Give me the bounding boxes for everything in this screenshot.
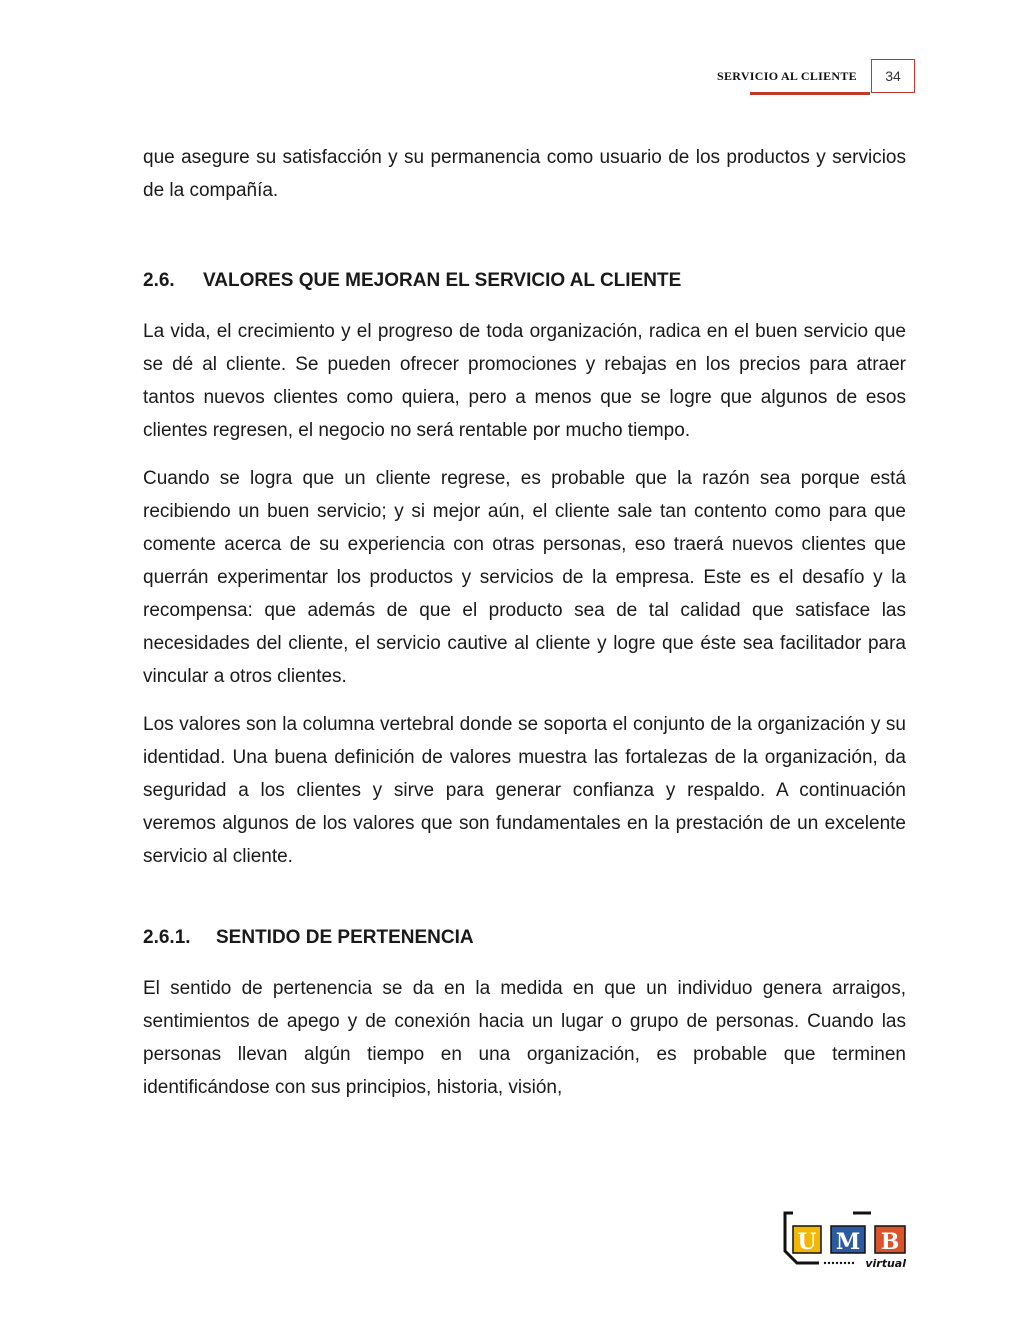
subsection-number: 2.6.1. [143,927,191,948]
logo-letter-m: M [835,1229,861,1255]
page-number: 34 [871,59,915,93]
header-title: SERVICIO AL CLIENTE [717,69,857,83]
subsection-title: SENTIDO DE PERTENENCIA [216,927,474,948]
logo-letter-u: U [797,1229,817,1255]
section-paragraph-2: Cuando se logra que un cliente regrese, es probable que la razón sea porque está recibiendo un buen servicio; y si mejor aún, el cliente sale tan contento como para que comente acerca de su experiencia con otras personas, eso traerá nuevos clientes que querrán experimentar los productos y servicios de la empresa. Este es el desafío y la recompensa: que además de que el producto sea de tal calidad que satisface las necesidades del cliente, el servicio cautive al cliente y logre que éste sea facilitador para vincular a otros clientes. [143,468,906,687]
section-paragraph-1: La vida, el crecimiento y el progreso de toda organización, radica en el buen servicio que se dé al cliente. Se pueden ofrecer promociones y rebajas en los precios para atraer tantos nuevos clientes como quiera, pero a menos que se logre que algunos de esos clientes regresen, el negocio no será rentable por mucho tiempo. [143,321,906,441]
intro-paragraph: que asegure su satisfacción y su permanencia como usuario de los productos y servicios de la compañía. [143,147,906,201]
subsection-paragraph-1: El sentido de pertenencia se da en la medida en que un individuo genera arraigos, sentimientos de apego y de conexión hacia un lugar o grupo de personas. Cuando las personas llevan algún tiempo en una organización, es probable que terminen identificándose con sus principios, historia, visión, [143,978,906,1098]
page-header [600,59,915,95]
logo-dots [824,1262,854,1264]
umb-virtual-logo [779,1207,909,1269]
section-heading [143,264,906,297]
subsection-heading [143,921,906,954]
header-divider [750,92,870,95]
section-paragraph-3: Los valores son la columna vertebral donde se soporta el conjunto de la organización y su identidad. Una buena definición de valores muestra las fortalezas de la organización, da seguridad a los clientes y sirve para generar confianza y respaldo. A continuación veremos algunos de los valores que son fundamentales en la prestación de un excelente servicio al cliente. [143,714,906,867]
logo-tagline: virtual [865,1257,906,1269]
page-content [143,141,906,1119]
logo-letter-b: B [880,1229,900,1255]
section-number: 2.6. [143,270,175,291]
section-title: VALORES QUE MEJORAN EL SERVICIO AL CLIENTE [203,270,682,291]
